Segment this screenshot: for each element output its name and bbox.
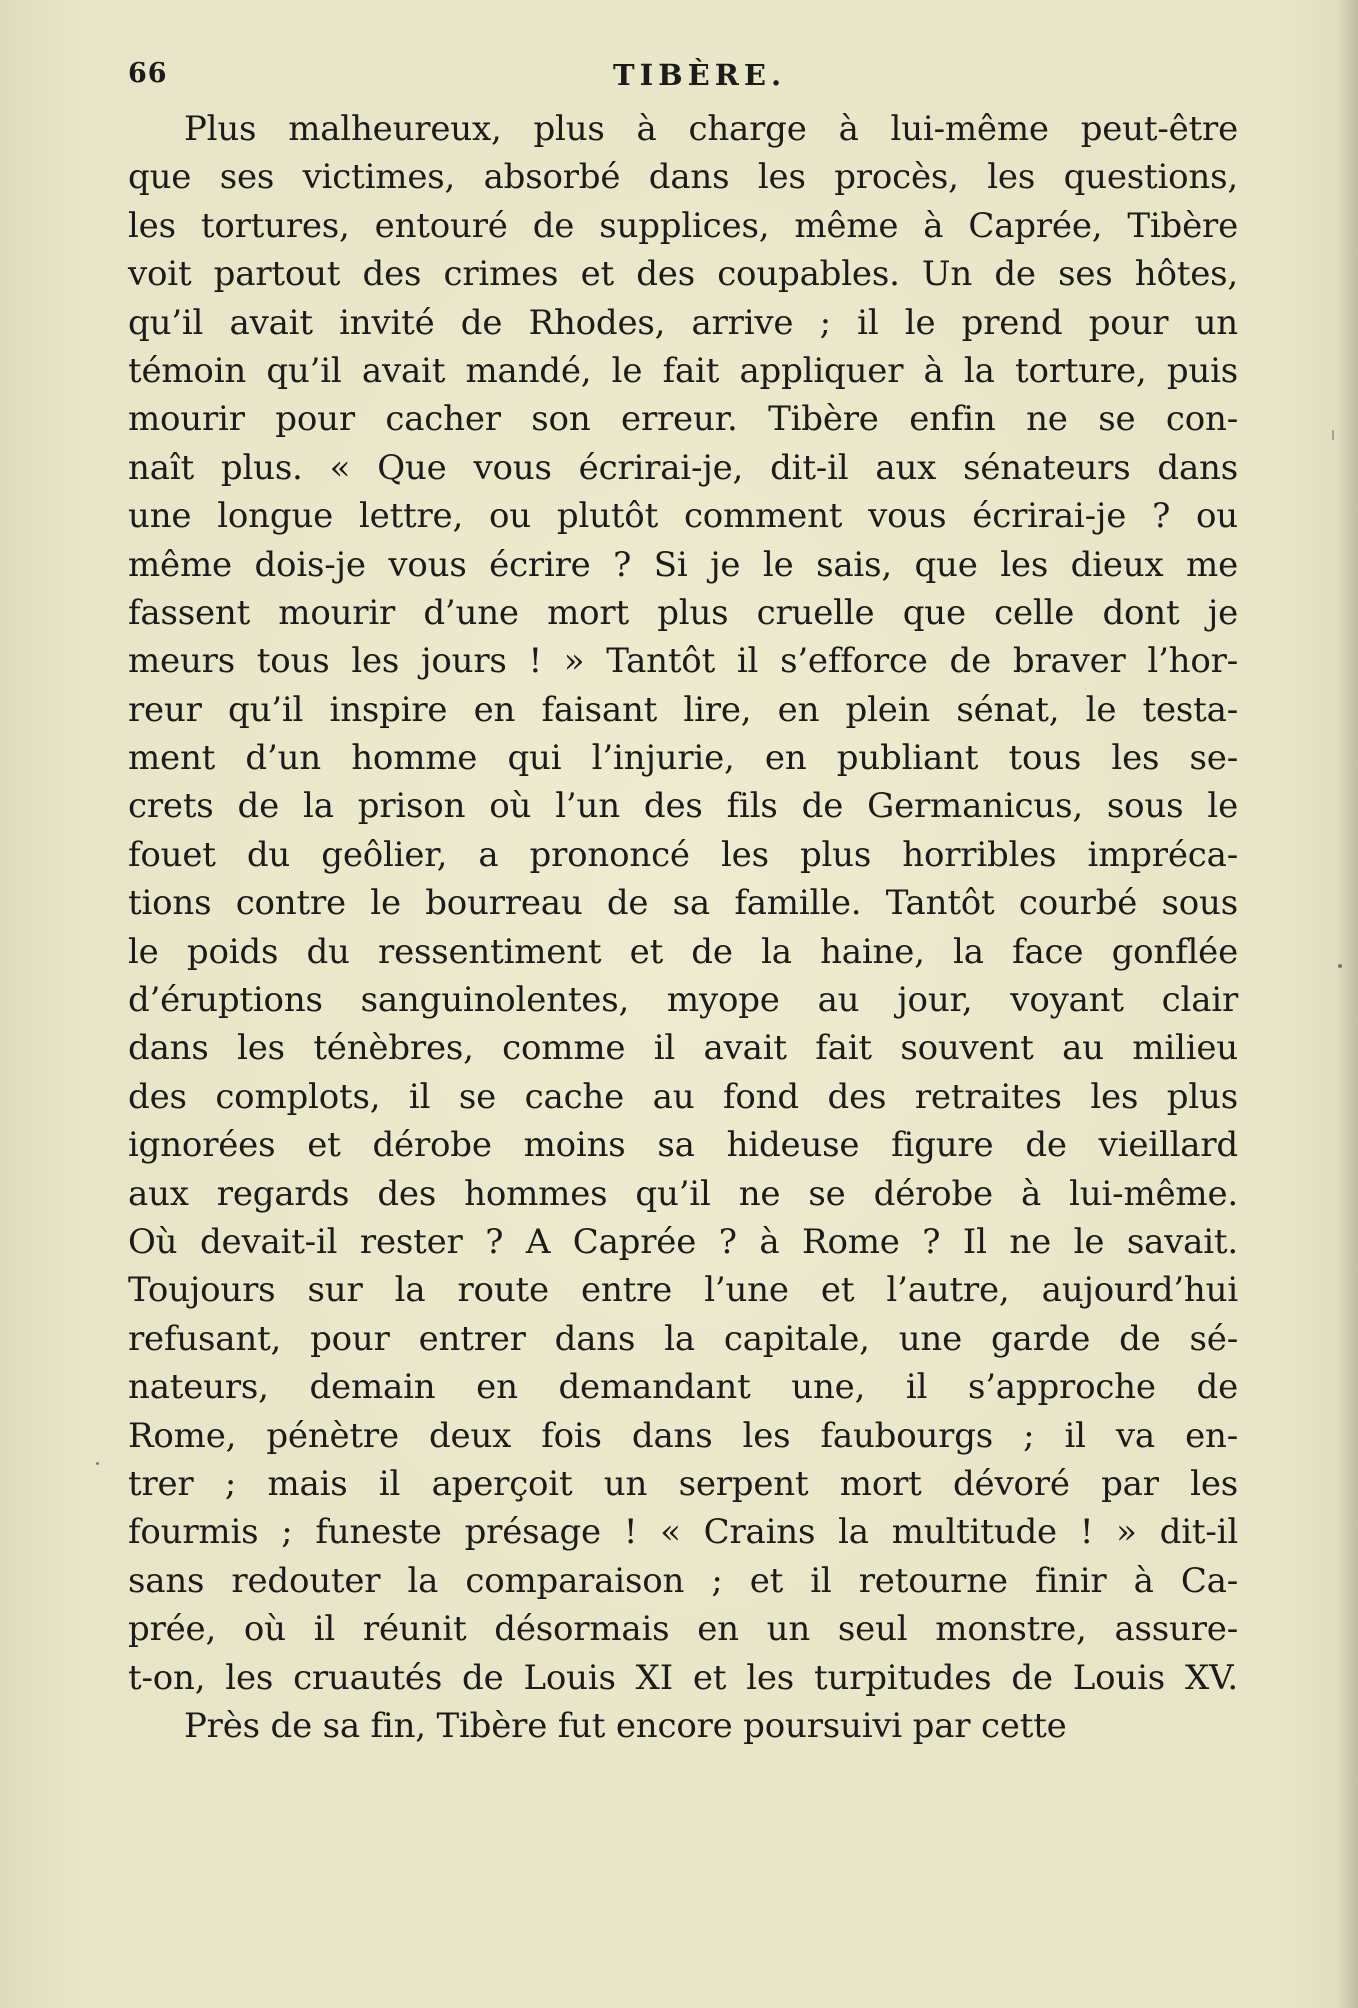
text-line: aux regards des hommes qu’il ne se dérobe à lui-même. [128, 1173, 1238, 1214]
text-line: qu’il avait invité de Rhodes, arrive ; il le prend pour un [128, 302, 1238, 343]
text-line: reur qu’il inspire en faisant lire, en plein sénat, le testa- [128, 689, 1238, 730]
text-line: tions contre le bourreau de sa famille. Tantôt courbé sous [128, 883, 1238, 924]
text-line: les tortures, entouré de supplices, même à Caprée, Tibère [128, 205, 1238, 246]
text-line: refusant, pour entrer dans la capitale, une garde de sé- [128, 1318, 1238, 1359]
text-line: prée, où il réunit désormais en un seul monstre, assure- [128, 1609, 1238, 1650]
text-line: naît plus. « Que vous écrirai-je, dit-il aux sénateurs dans [128, 447, 1238, 488]
page-edge-shadow [1336, 0, 1358, 2008]
text-line: meurs tous les jours ! » Tantôt il s’efforce de braver l’hor- [128, 641, 1238, 682]
text-line: Où devait-il rester ? A Caprée ? à Rome ? Il ne le savait. [128, 1221, 1238, 1262]
ink-speck [96, 1462, 99, 1465]
text-line: des complots, il se cache au fond des retraites les plus [128, 1076, 1238, 1117]
text-line: que ses victimes, absorbé dans les procès, les questions, [128, 157, 1238, 198]
running-title: TIBÈRE. [613, 58, 787, 92]
text-line: fassent mourir d’une mort plus cruelle que celle dont je [128, 592, 1238, 633]
text-line: ment d’un homme qui l’injurie, en publiant tous les se- [128, 738, 1238, 779]
text-line: trer ; mais il aperçoit un serpent mort dévoré par les [128, 1463, 1238, 1504]
text-line: dans les ténèbres, comme il avait fait souvent au milieu [128, 1028, 1238, 1069]
text-line: sans redouter la comparaison ; et il retourne finir à Ca- [128, 1560, 1238, 1601]
text-line: fourmis ; funeste présage ! « Crains la multitude ! » dit-il [128, 1512, 1238, 1553]
text-line: témoin qu’il avait mandé, le fait appliquer à la torture, puis [128, 350, 1238, 391]
body-text [128, 105, 1238, 1750]
text-line: t-on, les cruautés de Louis XI et les turpitudes de Louis XV. [128, 1657, 1238, 1698]
text-line: une longue lettre, ou plutôt comment vous écrirai-je ? ou [128, 496, 1238, 537]
text-line: fouet du geôlier, a prononcé les plus horribles impréca- [128, 834, 1238, 875]
text-line: Rome, pénètre deux fois dans les faubourgs ; il va en- [128, 1415, 1238, 1456]
text-line: Plus malheureux, plus à charge à lui-même peut-être [184, 109, 1238, 149]
page-header [128, 58, 1238, 98]
text-line: nateurs, demain en demandant une, il s’approche de [128, 1367, 1238, 1408]
text-line: voit partout des crimes et des coupables. Un de ses hôtes, [128, 254, 1238, 295]
page-number: 66 [128, 58, 168, 89]
text-line: d’éruptions sanguinolentes, myope au jour, voyant clair [128, 980, 1238, 1021]
text-line: le poids du ressentiment et de la haine, la face gonflée [128, 931, 1238, 972]
text-line: mourir pour cacher son erreur. Tibère enfin ne se con- [128, 399, 1238, 440]
ink-speck [1332, 430, 1334, 440]
text-line: Toujours sur la route entre l’une et l’autre, aujourd’hui [128, 1270, 1238, 1311]
ink-speck [1338, 964, 1342, 968]
text-line: crets de la prison où l’un des fils de Germanicus, sous le [128, 786, 1238, 827]
text-line: Près de sa fin, Tibère fut encore poursuivi par cette [184, 1705, 1067, 1746]
text-line: même dois-je vous écrire ? Si je le sais, que les dieux me [128, 544, 1238, 585]
text-line: ignorées et dérobe moins sa hideuse figure de vieillard [128, 1125, 1238, 1166]
